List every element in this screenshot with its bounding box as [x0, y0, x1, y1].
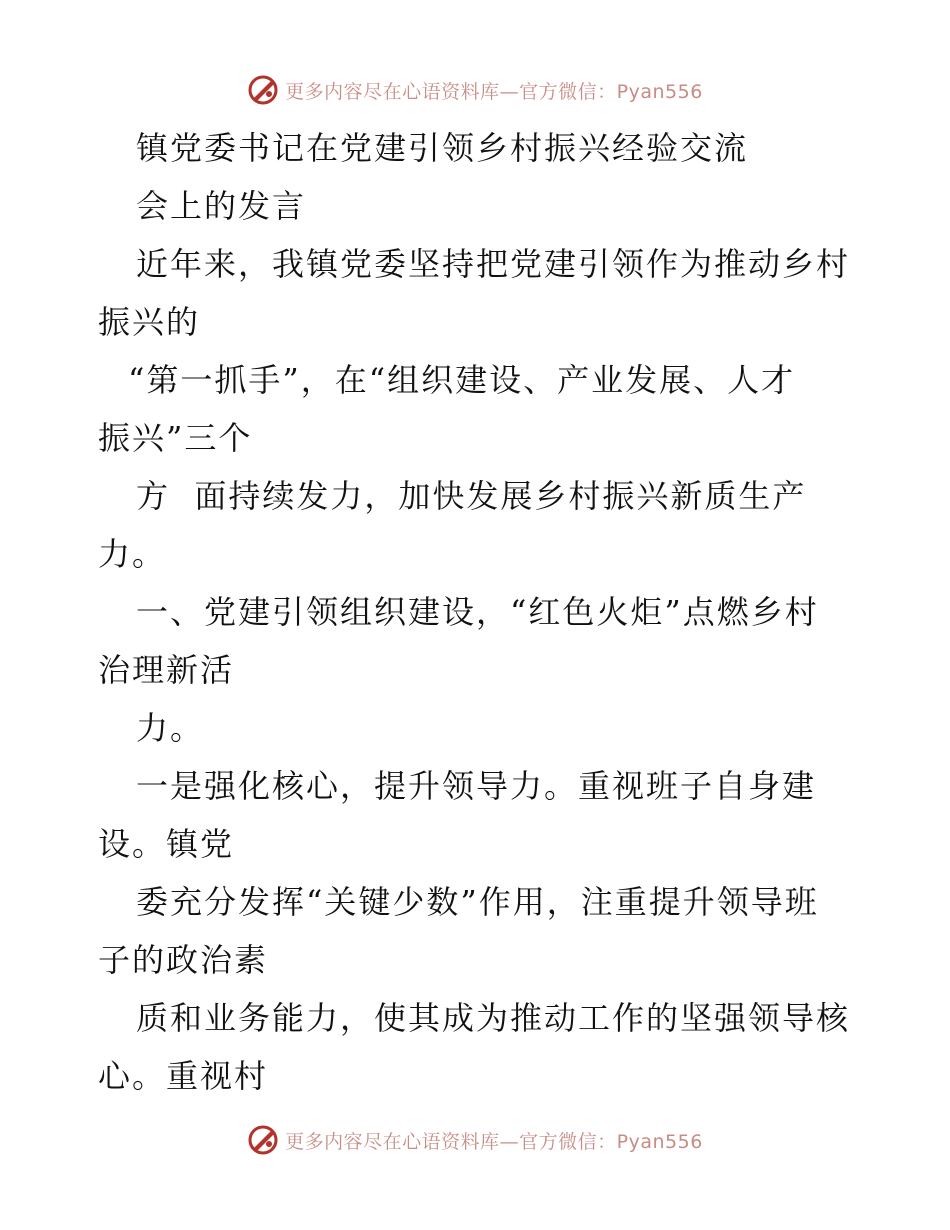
paragraph-line: 设。镇党 — [98, 825, 235, 863]
watermark-account: Pyan556 — [616, 80, 703, 103]
paragraph-line: 治理新活 — [98, 651, 235, 689]
watermark-text — [285, 1127, 703, 1154]
paragraph-line: 近年来，我镇党委坚持把党建引领作为推动乡村 — [136, 245, 851, 283]
watermark-label: 更多内容尽在心语资料库—官方微信： — [285, 80, 617, 103]
brand-logo-icon — [247, 1124, 279, 1156]
paragraph-line: 振兴的 — [98, 303, 201, 341]
footer-watermark — [0, 1120, 950, 1160]
paragraph-line: 心。重视村 — [98, 1057, 269, 1095]
document-title-line-2: 会上的发言 — [136, 187, 307, 225]
watermark-account: Pyan556 — [616, 1130, 703, 1153]
paragraph-line: 一是强化核心，提升领导力。重视班子自身建 — [136, 767, 817, 805]
watermark-label: 更多内容尽在心语资料库—官方微信： — [285, 1130, 617, 1153]
paragraph-line: “第一抓手”，在“组织建设、产业发展、人才 — [128, 361, 796, 399]
document-title-line-1: 镇党委书记在党建引领乡村振兴经验交流 — [136, 129, 749, 167]
paragraph-line: 质和业务能力，使其成为推动工作的坚强领导核 — [136, 999, 851, 1037]
paragraph-line: 力。 — [98, 535, 167, 573]
paragraph-line: 振兴”三个 — [98, 419, 253, 457]
paragraph-line: 力。 — [136, 709, 205, 747]
paragraph-line: 子的政治素 — [98, 941, 269, 979]
paragraph-line: 方 面持续发力，加快发展乡村振兴新质生产 — [136, 477, 807, 515]
section-heading: 一、党建引领组织建设，“红色火炬”点燃乡村 — [136, 593, 819, 631]
paragraph-line: 委充分发挥“关键少数”作用，注重提升领导班 — [136, 883, 819, 921]
